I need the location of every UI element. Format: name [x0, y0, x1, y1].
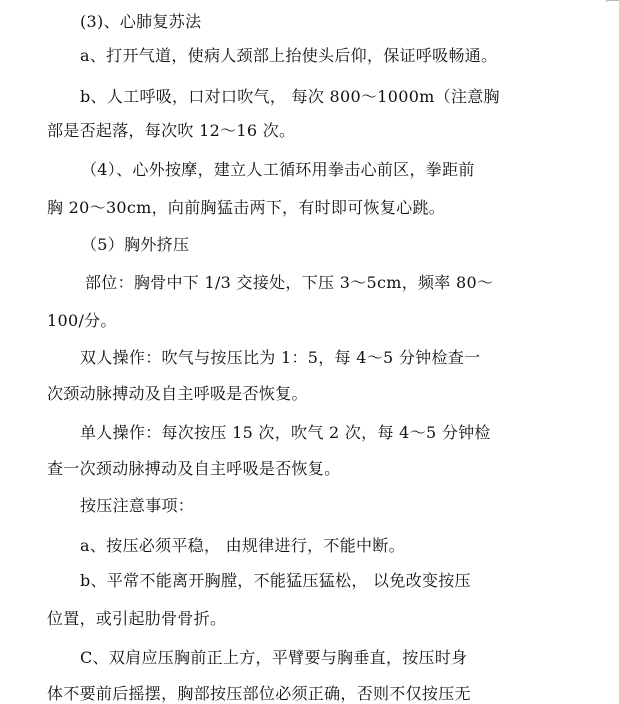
- paragraph-two-person: 双人操作：吹气与按压比为 1：5，每 4～5 分钟检查一: [80, 348, 481, 367]
- paragraph-cardiac-massage-cont: 胸 20～30cm，向前胸猛击两下，有时即可恢复心跳。: [47, 198, 446, 217]
- paragraph-open-airway: a、打开气道，使病人颈部上抬使头后仰，保证呼吸畅通。: [80, 46, 498, 65]
- paragraph-artificial-respiration: b、人工呼吸，口对口吹气， 每次 800～1000m（注意胸: [80, 87, 500, 106]
- paragraph-note-c-cont: 体不要前后摇摆，胸部按压部位必须正确，否则不仅按压无: [47, 684, 471, 703]
- heading-chest-compression: （5）胸外挤压: [81, 235, 190, 254]
- paragraph-one-person: 单人操作：每次按压 15 次，吹气 2 次，每 4～5 分钟检: [80, 423, 491, 442]
- paragraph-note-b: b、平常不能离开胸膛，不能猛压猛松， 以免改变按压: [80, 571, 471, 590]
- paragraph-cardiac-massage: （4）、心外按摩，建立人工循环用拳击心前区，拳距前: [81, 160, 475, 179]
- paragraph-two-person-cont: 次颈动脉搏动及自主呼吸是否恢复。: [47, 384, 308, 403]
- paragraph-position: 部位：胸骨中下 1/3 交接处，下压 3～5cm，频率 80～: [85, 273, 494, 292]
- paragraph-note-c: C、双肩应压胸前正上方，平臂要与胸垂直，按压时身: [80, 648, 468, 667]
- paragraph-artificial-respiration-cont: 部是否起落，每次吹 12～16 次。: [47, 121, 296, 140]
- heading-compression-notes: 按压注意事项：: [80, 496, 195, 515]
- paragraph-one-person-cont: 查一次颈动脉搏动及自主呼吸是否恢复。: [47, 459, 341, 478]
- heading-cpr-method: (3)、心肺复苏法: [80, 12, 202, 31]
- page-corner-mark: [606, 0, 619, 2]
- paragraph-note-b-cont: 位置，或引起肋骨骨折。: [47, 609, 227, 628]
- paragraph-position-cont: 100/分。: [47, 311, 117, 330]
- paragraph-note-a: a、按压必须平稳， 由规律进行，不能中断。: [80, 536, 405, 555]
